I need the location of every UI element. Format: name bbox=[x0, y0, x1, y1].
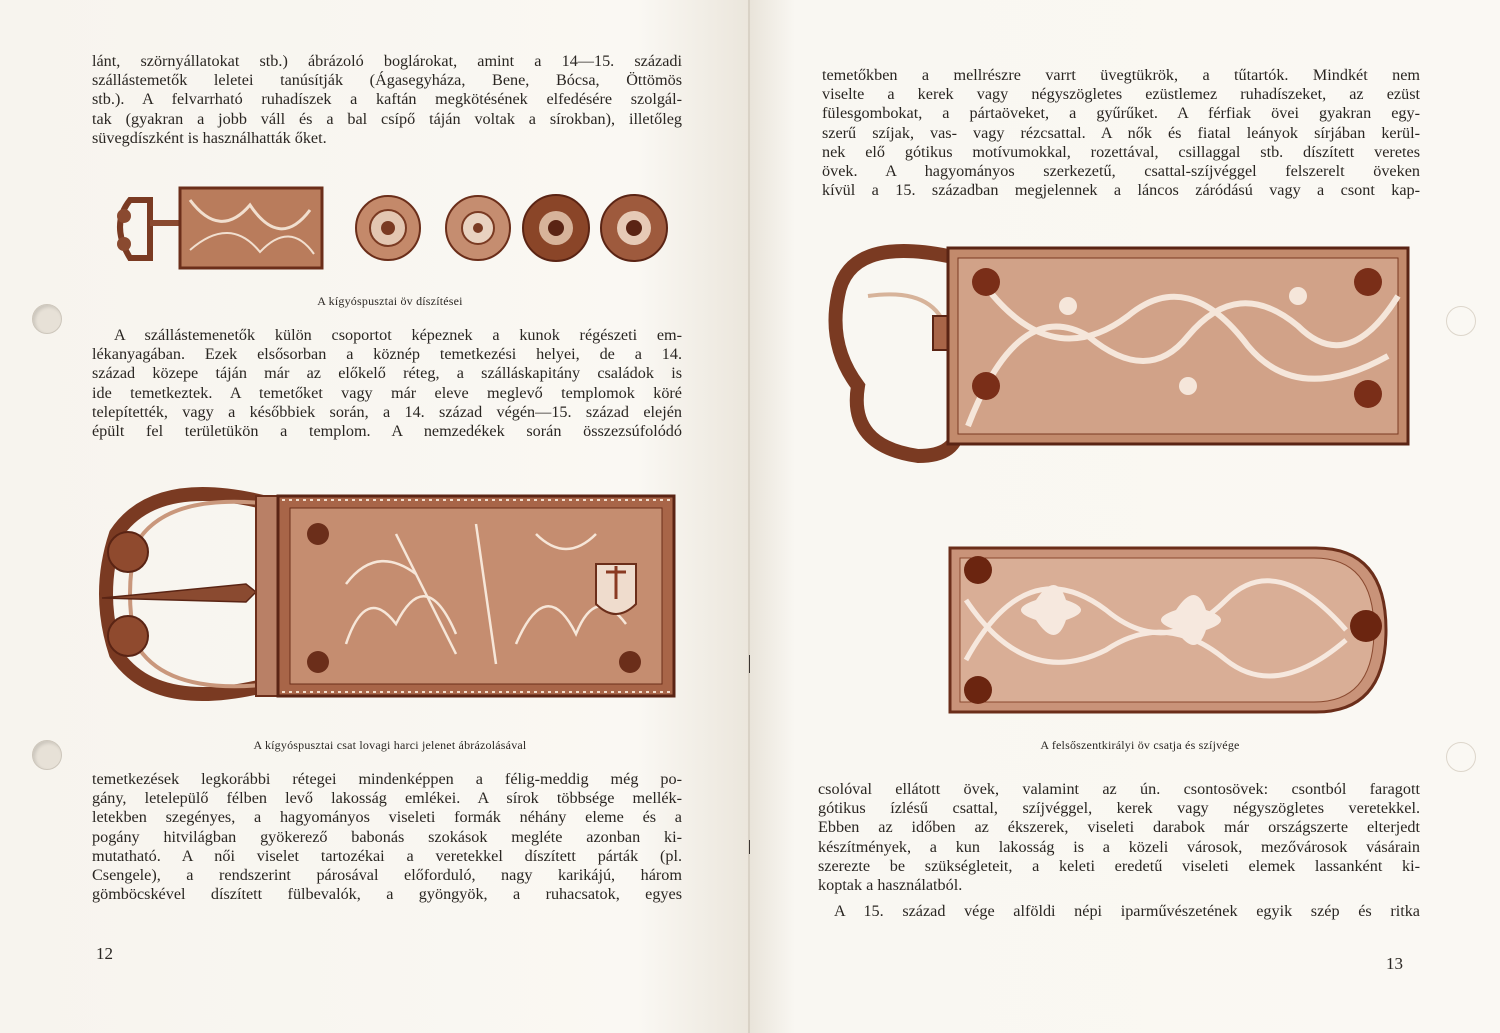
text-line: A szállástemenetők külön csoportot képeznek a kunok régészeti em- bbox=[114, 326, 682, 344]
punch-hole-top-left bbox=[32, 304, 62, 334]
felsoszentkiralyi-buckle-illustration bbox=[828, 236, 1428, 466]
text-line: telepítették, vagy a későbbiek során, a 14. század végén—15. század elején bbox=[92, 402, 682, 421]
caption-knight-buckle: A kígyóspusztai csat lovagi harci jelenet ábrázolásával bbox=[253, 738, 527, 752]
text-line: temetőkben a mellrészre varrt üvegtükrök, a tűtartók. Mindkét nem bbox=[822, 66, 1420, 84]
text-line: Csengele), a rendszerint párosával előforduló, nagy karikájú, három bbox=[92, 865, 682, 884]
text-line: század közepe táján már az előkelő réteg, a szálláskapitány családok is bbox=[92, 364, 682, 383]
rosette-4 bbox=[601, 195, 667, 261]
strap-end-illustration bbox=[946, 540, 1392, 720]
figure-strap-end bbox=[946, 540, 1392, 720]
figure-knight-buckle bbox=[96, 474, 680, 714]
text-line: nek elő gótikus motívumokkal, rozettával, csillaggal stb. díszített veretes bbox=[822, 142, 1420, 161]
text-line: stb.). A felvarrható ruhadíszek a kaftán megkötésének elfedésére szolgál- bbox=[92, 90, 682, 109]
text-line: lánt, szörnyállatokat stb.) ábrázoló boglárokat, amint a 14—15. századi bbox=[92, 52, 682, 70]
page-number-right: 13 bbox=[1386, 954, 1403, 973]
text-line: mutatható. A női viselet tartozékai a veretekkel díszített párták (pl. bbox=[92, 846, 682, 865]
right-page bbox=[750, 0, 1500, 1033]
text-line: gány, letelepülő félben levő lakosság emlékei. A sírok többsége mellék- bbox=[92, 789, 682, 808]
figure-belt-decorations bbox=[110, 180, 670, 276]
text-line: lékanyagában. Ezek elsősorban a köznép temetkezési helyei, de a 14. bbox=[92, 345, 682, 364]
belt-decorations-illustration bbox=[110, 180, 670, 276]
text-line: szerű szíjak, vas- vagy rézcsattal. A nők és fiatal leányok sírjában kerül- bbox=[822, 123, 1420, 142]
right-paragraph-2 bbox=[818, 780, 1420, 895]
text-line: gömböcskével díszített fülbevalók, a gyöngyök, a ruhacsatok, egyes bbox=[92, 885, 682, 904]
text-line: kívül a 15. században megjelennek a láncos záródású vagy a csont kap- bbox=[822, 181, 1420, 200]
rosette-3 bbox=[523, 195, 589, 261]
text-line: övek. A hagyományos szerkezetű, csattal-szíjvéggel felszerelt öveken bbox=[822, 161, 1420, 180]
text-line: gótikus ízlésű csattal, szíjvéggel, kerek vagy négyszögletes veretekkel. bbox=[818, 799, 1420, 818]
page-number-left: 12 bbox=[96, 944, 113, 963]
text-line: A 15. század vége alföldi népi iparművészetének egyik szép és ritka bbox=[834, 902, 1420, 920]
punch-hole-bottom-right bbox=[1446, 742, 1476, 772]
knight-buckle-illustration bbox=[96, 474, 680, 714]
caption-belt-decorations: A kígyóspusztai öv díszítései bbox=[317, 294, 463, 308]
rosette-2 bbox=[446, 196, 510, 260]
figure-felsoszentkiralyi-buckle bbox=[828, 236, 1428, 466]
text-line: letekben szegényes, a hagyományos viseleti formák néhány eleme és a bbox=[92, 808, 682, 827]
text-line: ide temetkeztek. A temetőket vagy már eleve meglevő templomok köré bbox=[92, 383, 682, 402]
text-line: tak (gyakran a jobb váll és a bal csípő táján voltak a sírokban), illetőleg bbox=[92, 109, 682, 128]
left-paragraph-1 bbox=[92, 52, 682, 148]
right-paragraph-1 bbox=[822, 66, 1420, 200]
caption-felsoszentkiralyi: A felsőszentkirályi öv csatja és szíjvége bbox=[1040, 738, 1240, 752]
text-line: Ebben az időben az ékszerek, viseleti darabok már országszerte elterjedt bbox=[818, 818, 1420, 837]
text-line: koptak a használatból. bbox=[818, 875, 963, 894]
text-line: szállástemetők leletei tanúsítják (Ágasegyháza, Bene, Bócsa, Öttömös bbox=[92, 71, 682, 90]
left-paragraph-2 bbox=[92, 326, 682, 441]
punch-hole-top-right bbox=[1446, 306, 1476, 336]
text-line: temetkezések legkorábbi rétegei mindenképpen a félig-meddig még po- bbox=[92, 770, 682, 788]
punch-hole-bottom-left bbox=[32, 740, 62, 770]
text-line: épült fel területükön a templom. A nemzedékek során összezsúfolódó bbox=[92, 421, 682, 440]
text-line: pogány hitvilágban gyökerező babonás szokások megléte azonban ki- bbox=[92, 827, 682, 846]
rosette-1 bbox=[356, 196, 420, 260]
text-line: fülesgombokat, a pártaöveket, a gyűrűket. A férfiak övei gyakran egy- bbox=[822, 104, 1420, 123]
text-line: csolóval ellátott övek, valamint az ún. csontosövek: csontból faragott bbox=[818, 780, 1420, 798]
text-line: süvegdíszként is használhatták őket. bbox=[92, 128, 327, 147]
text-line: szerezte be szükségleteit, a keleti eredetű viseleti elemek lassanként ki- bbox=[818, 856, 1420, 875]
text-line: készítmények, a kun lakosság is a közeli városok, mezővárosok vásárain bbox=[818, 837, 1420, 856]
left-paragraph-3 bbox=[92, 770, 682, 904]
text-line: viselte a kerek vagy négyszögletes ezüstlemez ruhadíszeket, az ezüst bbox=[822, 85, 1420, 104]
right-paragraph-3 bbox=[818, 902, 1420, 921]
